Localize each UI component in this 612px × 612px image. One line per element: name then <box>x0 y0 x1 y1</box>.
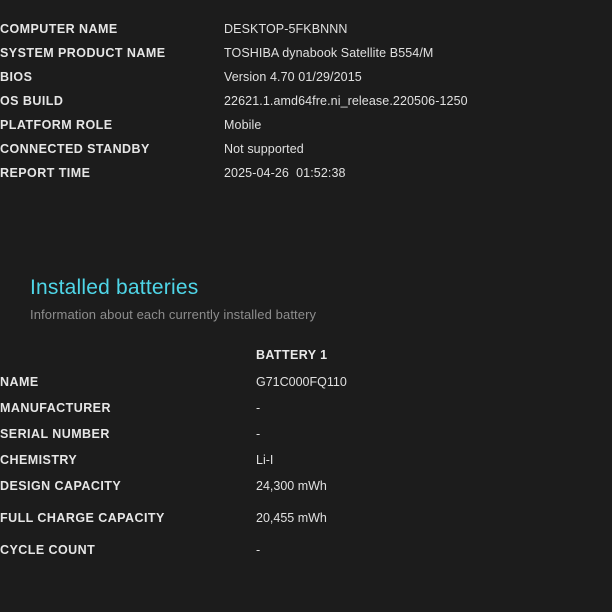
system-info-value: Version 4.70 01/29/2015 <box>224 70 362 84</box>
system-info-label: SYSTEM PRODUCT NAME <box>0 46 166 60</box>
battery-row-label: CYCLE COUNT <box>0 543 96 557</box>
table-row <box>0 453 347 479</box>
system-info-table <box>0 22 468 190</box>
battery-row-label: CHEMISTRY <box>0 453 78 467</box>
battery-row-value: Li-I <box>256 453 274 467</box>
table-row <box>0 22 468 46</box>
table-row <box>0 166 468 190</box>
table-row <box>0 479 347 505</box>
system-info-label: OS BUILD <box>0 94 64 108</box>
battery-row-label: NAME <box>0 375 39 389</box>
section-heading: Installed batteries <box>30 276 199 299</box>
table-header-row <box>0 348 347 375</box>
battery-row-label: SERIAL NUMBER <box>0 427 110 441</box>
battery-row-value: - <box>256 401 261 415</box>
system-info-label: COMPUTER NAME <box>0 22 118 36</box>
table-row <box>0 142 468 166</box>
installed-batteries-section <box>0 276 612 322</box>
installed-batteries-table <box>0 348 347 569</box>
battery-report-page <box>0 22 612 612</box>
table-corner-cell <box>0 348 256 375</box>
system-info-value: Mobile <box>224 118 262 132</box>
table-row <box>0 375 347 401</box>
table-row <box>0 505 347 537</box>
battery-row-value: 20,455 mWh <box>256 511 327 525</box>
system-info-value: Not supported <box>224 142 304 156</box>
battery-row-label: MANUFACTURER <box>0 401 111 415</box>
battery-row-label: FULL CHARGE CAPACITY <box>0 511 165 525</box>
battery-row-value: - <box>256 427 261 441</box>
battery-row-value: G71C000FQ110 <box>256 375 347 389</box>
table-row <box>0 118 468 142</box>
battery-row-value: - <box>256 543 261 557</box>
table-row <box>0 70 468 94</box>
battery-row-value: 24,300 mWh <box>256 479 327 493</box>
table-row <box>0 94 468 118</box>
section-subtitle: Information about each currently installed battery <box>30 307 317 322</box>
system-info-value: 22621.1.amd64fre.ni_release.220506-1250 <box>224 94 468 108</box>
system-info-value: 2025-04-26 01:52:38 <box>224 166 346 180</box>
system-info-value: DESKTOP-5FKBNNN <box>224 22 348 36</box>
battery-column-header: BATTERY 1 <box>256 348 328 362</box>
battery-row-label: DESIGN CAPACITY <box>0 479 122 493</box>
table-row <box>0 401 347 427</box>
system-info-label: REPORT TIME <box>0 166 91 180</box>
system-info-label: BIOS <box>0 70 33 84</box>
system-info-value: TOSHIBA dynabook Satellite B554/M <box>224 46 434 60</box>
table-row <box>0 537 347 569</box>
table-row <box>0 46 468 70</box>
system-info-label: PLATFORM ROLE <box>0 118 113 132</box>
table-row <box>0 427 347 453</box>
system-info-label: CONNECTED STANDBY <box>0 142 150 156</box>
